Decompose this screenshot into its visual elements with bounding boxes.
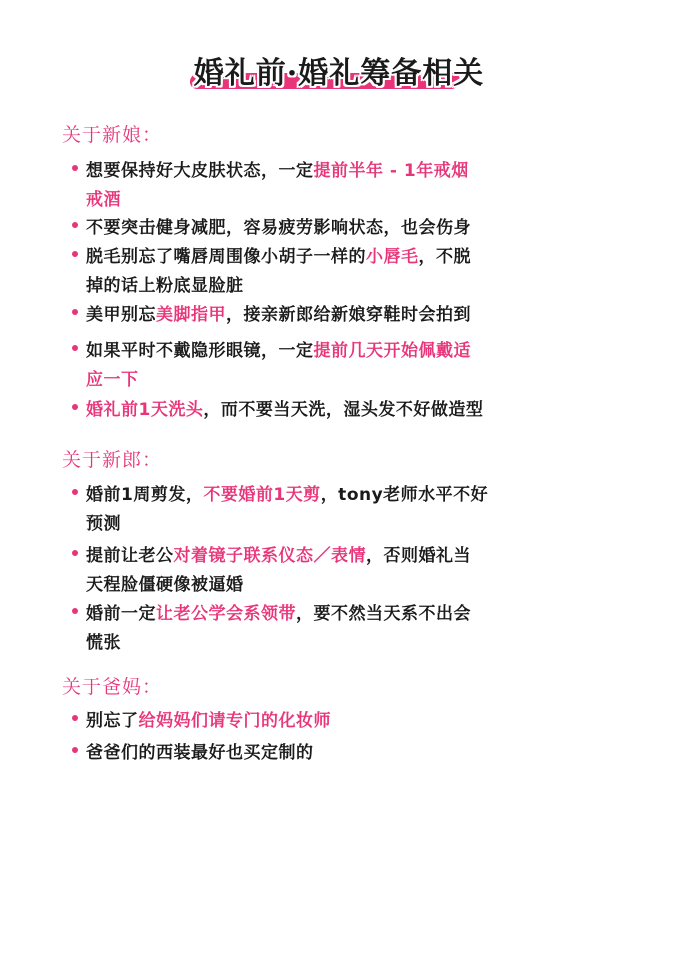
highlighted-text: 美脚指甲	[156, 305, 226, 325]
body-text: ，要不然当天系不出会	[296, 604, 471, 624]
body-text: 预测	[86, 514, 121, 534]
highlighted-text: 小唇毛	[366, 247, 419, 267]
item-text-line	[86, 395, 483, 420]
highlighted-text: 对着镜子联系仪态／表情	[173, 546, 366, 566]
item-text-line	[86, 570, 244, 595]
body-text: ，接亲新郎给新娘穿鞋时会拍到	[226, 305, 471, 325]
item-text-line	[86, 541, 471, 566]
item-text-line	[86, 628, 121, 653]
bullet-dot-icon	[72, 222, 78, 228]
body-text: 掉的话上粉底显脸脏	[86, 276, 244, 296]
body-text: 天程脸僵硬像被逼婚	[86, 575, 244, 595]
body-text: 慌张	[86, 633, 121, 653]
body-text: 爸爸们的西装最好也买定制的	[86, 743, 314, 763]
section-heading: 关于新郎：	[62, 449, 163, 471]
highlighted-text: 不要婚前1天剪	[203, 485, 321, 505]
item-text-line	[86, 213, 471, 238]
item-text-line	[86, 706, 331, 731]
highlighted-text: 让老公学会系领带	[156, 604, 296, 624]
bullet-dot-icon	[72, 550, 78, 556]
body-text: 提前让老公	[86, 546, 174, 566]
body-text: 如果平时不戴隐形眼镜，一定	[86, 341, 314, 361]
bullet-dot-icon	[72, 747, 78, 753]
item-text-line	[86, 185, 121, 210]
bullet-dot-icon	[72, 345, 78, 351]
bullet-dot-icon	[72, 489, 78, 495]
item-text-line	[86, 156, 469, 181]
highlighted-text: 婚礼前1天洗头	[86, 400, 204, 420]
section-heading: 关于新娘：	[62, 124, 163, 146]
body-text: 婚前1周剪发，	[86, 485, 204, 505]
highlighted-text: 给妈妈们请专门的化妆师	[138, 711, 331, 731]
body-text: 想要保持好大皮肤状态，一定	[86, 161, 314, 181]
body-text: 不要突击健身减肥，容易疲劳影响状态，也会伤身	[86, 218, 471, 238]
bullet-dot-icon	[72, 165, 78, 171]
item-text-line	[86, 599, 471, 624]
body-text: 美甲别忘	[86, 305, 156, 325]
highlighted-text: 戒酒	[86, 190, 121, 210]
item-text-line	[86, 336, 471, 361]
body-text: 脱毛别忘了嘴唇周围像小胡子一样的	[86, 247, 366, 267]
body-text: ，而不要当天洗，湿头发不好做造型	[203, 400, 484, 420]
body-text: ，否则婚礼当	[366, 546, 471, 566]
body-text: ，tony老师水平不好	[320, 485, 489, 505]
title-banner	[0, 40, 678, 100]
item-text-line	[86, 509, 121, 534]
item-text-line	[86, 242, 471, 267]
body-text: 婚前一定	[86, 604, 156, 624]
item-text-line	[86, 480, 488, 505]
section-heading: 关于爸妈：	[62, 676, 163, 698]
bullet-dot-icon	[72, 608, 78, 614]
highlighted-text: 应一下	[86, 370, 139, 390]
highlighted-text: 提前半年 - 1年戒烟	[313, 161, 469, 181]
highlighted-text: 提前几天开始佩戴适	[313, 341, 471, 361]
body-text: 别忘了	[86, 711, 139, 731]
item-text-line	[86, 271, 244, 296]
bullet-dot-icon	[72, 404, 78, 410]
bullet-dot-icon	[72, 715, 78, 721]
body-text: ，不脱	[418, 247, 471, 267]
bullet-dot-icon	[72, 309, 78, 315]
item-text-line	[86, 300, 471, 325]
item-text-line	[86, 365, 139, 390]
item-text-line	[86, 738, 314, 763]
page-title: 婚礼前·婚礼筹备相关	[193, 56, 485, 91]
bullet-dot-icon	[72, 251, 78, 257]
